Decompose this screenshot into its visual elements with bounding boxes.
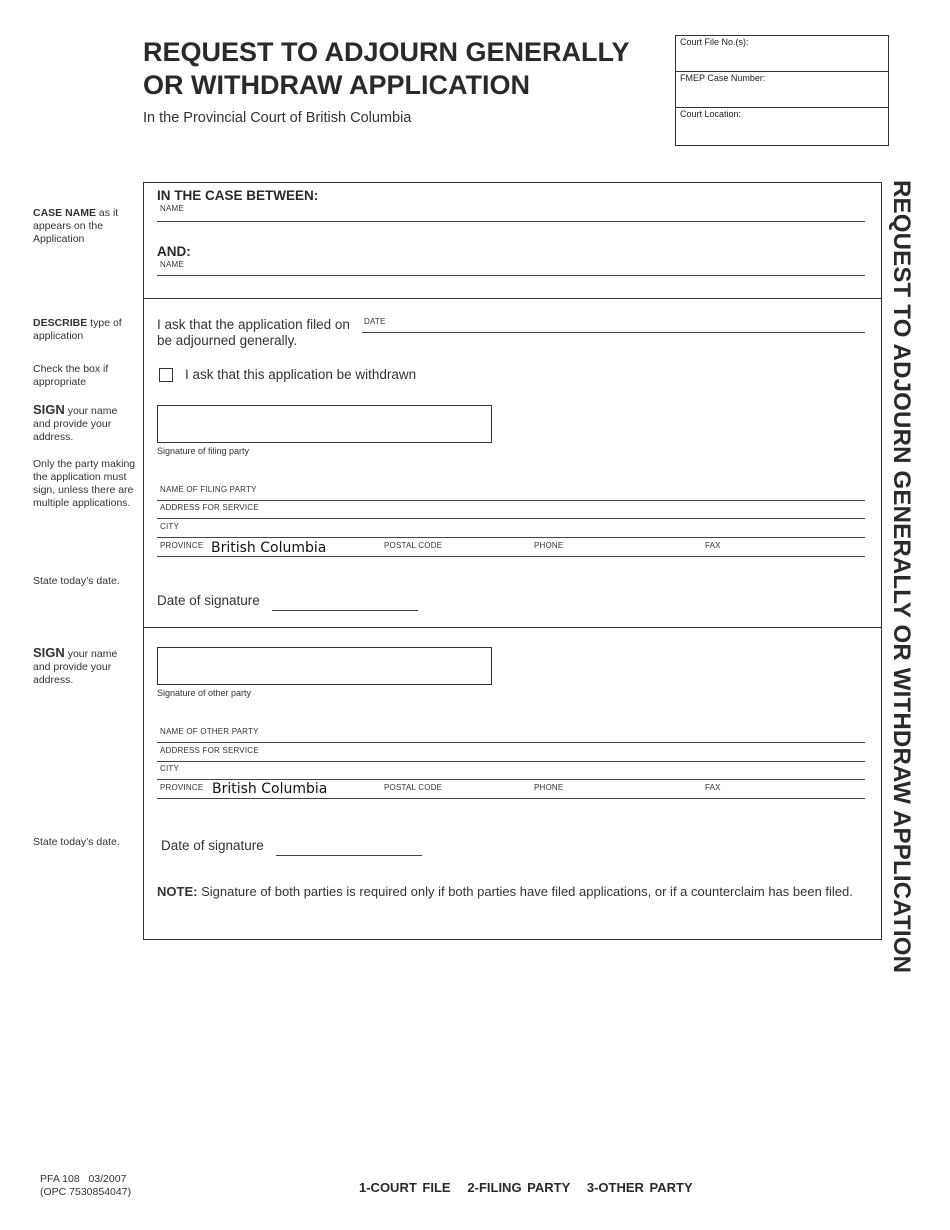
party1-name-label: NAME (160, 204, 184, 213)
party2-name-label: NAME (160, 260, 184, 269)
application-date-field[interactable] (362, 332, 865, 333)
party2-name-field[interactable] (157, 275, 865, 276)
copy-distribution: 1-COURT FILE 2-FILING PARTY 3-OTHER PARTY (359, 1180, 693, 1195)
section-divider-1 (143, 298, 882, 299)
other-party-date-label: Date of signature (161, 838, 264, 853)
court-location-label: Court Location: (680, 109, 742, 119)
other-party-name-field[interactable] (157, 742, 865, 743)
filing-party-city-field[interactable] (157, 537, 865, 538)
note-text (157, 884, 857, 900)
other-party-name-label: NAME OF OTHER PARTY (160, 727, 259, 736)
filing-party-date-label: Date of signature (157, 593, 260, 608)
other-party-city-field[interactable] (157, 779, 865, 780)
fmep-case-number-field[interactable] (676, 72, 888, 108)
vertical-title: REQUEST TO ADJOURN GENERALLY OR WITHDRAW APPLICATION (888, 180, 915, 974)
adjourn-text-line1: I ask that the application filed on (157, 317, 350, 332)
sidebar-sign-other (33, 646, 133, 687)
court-location-field[interactable] (676, 108, 888, 144)
note-body: Signature of both parties is required only if both parties have filed applications, or if a counterclaim has been filed. (197, 884, 853, 899)
sidebar-describe-bold: DESCRIBE (33, 317, 88, 329)
and-heading: AND: (157, 244, 191, 259)
other-party-date-field[interactable] (276, 855, 422, 856)
sidebar-case-name-bold: CASE NAME (33, 207, 97, 219)
withdraw-label: I ask that this application be withdrawn (185, 367, 417, 382)
sidebar-sign-other-bold: SIGN (33, 645, 65, 660)
filing-party-province-value[interactable]: British Columbia (211, 540, 327, 556)
other-party-fax-label: FAX (705, 783, 721, 792)
other-party-signature-caption: Signature of other party (157, 688, 252, 698)
form-id (40, 1173, 131, 1199)
filing-party-phone-label: PHONE (534, 541, 564, 550)
adjourn-text-line2: be adjourned generally. (157, 333, 298, 348)
section-divider-2 (143, 627, 882, 628)
filing-party-province-label: PROVINCE (160, 541, 204, 550)
other-party-province-row-field[interactable] (157, 798, 865, 799)
other-party-province-value[interactable]: British Columbia (212, 781, 328, 797)
sidebar-state-date-1: State today’s date. (33, 575, 120, 587)
sidebar-sign-other-text: your name and provide your address. (33, 648, 118, 686)
filing-party-fax-label: FAX (705, 541, 721, 550)
withdraw-checkbox[interactable] (159, 368, 173, 382)
sidebar-only-party: Only the party making the application must sign, unless there are multiple applications. (33, 458, 136, 509)
party1-name-field[interactable] (157, 221, 865, 222)
filing-party-postal-label: POSTAL CODE (384, 541, 443, 550)
sidebar-case-name-text: as it appears on the Application (33, 207, 119, 245)
court-file-number-field[interactable] (676, 36, 888, 72)
court-file-box (675, 35, 889, 146)
filing-party-city-label: CITY (160, 522, 180, 531)
opc-number: (OPC 7530854047) (40, 1186, 132, 1198)
other-party-city-label: CITY (160, 764, 180, 773)
filing-party-province-row-field[interactable] (157, 556, 865, 557)
other-party-phone-label: PHONE (534, 783, 564, 792)
other-party-postal-label: POSTAL CODE (384, 783, 443, 792)
title-line-1: REQUEST TO ADJOURN GENERALLY (143, 37, 630, 67)
sidebar-state-date-2: State today’s date. (33, 836, 120, 848)
title-line-2: OR WITHDRAW APPLICATION (143, 70, 530, 100)
application-date-label: DATE (364, 317, 386, 326)
filing-party-signature-caption: Signature of filing party (157, 446, 250, 456)
sidebar-sign-filing-text: your name and provide your address. (33, 405, 118, 443)
sidebar-sign-filing-bold: SIGN (33, 402, 65, 417)
filing-party-date-field[interactable] (272, 610, 418, 611)
filing-party-name-field[interactable] (157, 500, 865, 501)
fmep-case-number-label: FMEP Case Number: (680, 73, 766, 83)
sidebar-describe (33, 317, 133, 343)
other-party-signature-box[interactable] (157, 647, 492, 685)
form-body (143, 182, 882, 940)
form-number: PFA 108 03/2007 (40, 1173, 127, 1185)
sidebar-describe-text: type of application (33, 317, 122, 342)
filing-party-address-label: ADDRESS FOR SERVICE (160, 503, 259, 512)
filing-party-address-field[interactable] (157, 518, 865, 519)
other-party-address-field[interactable] (157, 761, 865, 762)
page-title (143, 36, 630, 102)
filing-party-signature-box[interactable] (157, 405, 492, 443)
note-bold: NOTE: (157, 884, 198, 899)
sidebar-check-box: Check the box if appropriate (33, 363, 109, 388)
other-party-address-label: ADDRESS FOR SERVICE (160, 746, 259, 755)
sidebar-sign-filing (33, 403, 133, 444)
case-between-heading: IN THE CASE BETWEEN: (157, 188, 319, 203)
court-file-number-label: Court File No.(s): (680, 37, 749, 47)
sidebar-case-name (33, 207, 133, 246)
other-party-province-label: PROVINCE (160, 783, 204, 792)
court-subtitle: In the Provincial Court of British Columbia (143, 110, 412, 126)
filing-party-name-label: NAME OF FILING PARTY (160, 485, 257, 494)
